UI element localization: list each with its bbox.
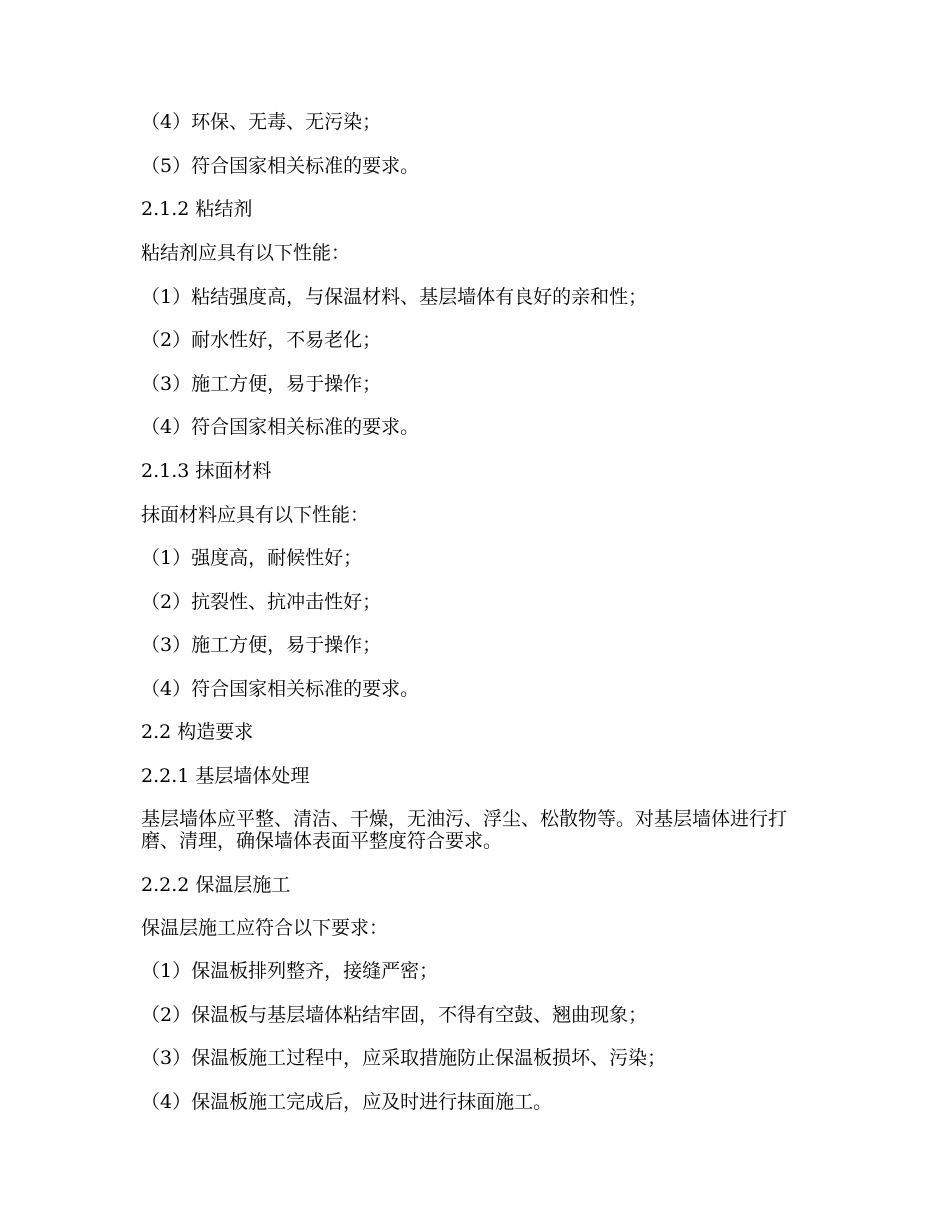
list-item-eco-friendly: （4）环保、无毒、无污染； <box>141 111 382 133</box>
list-item-plaster-easy-construction: （3）施工方便，易于操作； <box>141 634 382 656</box>
paragraph-insulation-intro: 保温层施工应符合以下要求： <box>141 917 389 939</box>
section-heading-2-1-3: 2.1.3 抹面材料 <box>141 460 272 482</box>
paragraph-plaster-intro: 抹面材料应具有以下性能： <box>141 504 370 526</box>
list-item-crack-resistance: （2）抗裂性、抗冲击性好； <box>141 591 382 613</box>
list-item-plaster-standard: （4）符合国家相关标准的要求。 <box>141 678 420 700</box>
list-item-board-protection: （3）保温板施工过程中，应采取措施防止保温板损坏、污染； <box>141 1047 667 1069</box>
list-item-adhesive-strength: （1）粘结强度高，与保温材料、基层墙体有良好的亲和性； <box>141 286 648 308</box>
list-item-plaster-strength: （1）强度高，耐候性好； <box>141 547 363 569</box>
section-heading-2-2-1: 2.2.1 基层墙体处理 <box>141 765 310 787</box>
list-item-board-bonding: （2）保温板与基层墙体粘结牢固，不得有空鼓、翘曲现象； <box>141 1004 648 1026</box>
section-heading-2-2: 2.2 构造要求 <box>141 721 254 743</box>
paragraph-base-wall-treatment: 基层墙体应平整、清洁、干燥，无油污、浮尘、松散物等。对基层墙体进行打磨、清理，确保墙体表面平整度符合要求。 <box>141 808 788 852</box>
list-item-water-resistance: （2）耐水性好，不易老化； <box>141 329 382 351</box>
list-item-standard-compliance: （5）符合国家相关标准的要求。 <box>141 155 420 177</box>
section-heading-2-2-2: 2.2.2 保温层施工 <box>141 874 291 896</box>
list-item-board-plaster-followup: （4）保温板施工完成后，应及时进行抹面施工。 <box>141 1091 553 1113</box>
section-heading-2-1-2: 2.1.2 粘结剂 <box>141 198 253 220</box>
paragraph-adhesive-intro: 粘结剂应具有以下性能： <box>141 242 351 264</box>
list-item-easy-construction: （3）施工方便，易于操作； <box>141 373 382 395</box>
list-item-board-arrangement: （1）保温板排列整齐，接缝严密； <box>141 960 439 982</box>
list-item-adhesive-standard: （4）符合国家相关标准的要求。 <box>141 416 420 438</box>
